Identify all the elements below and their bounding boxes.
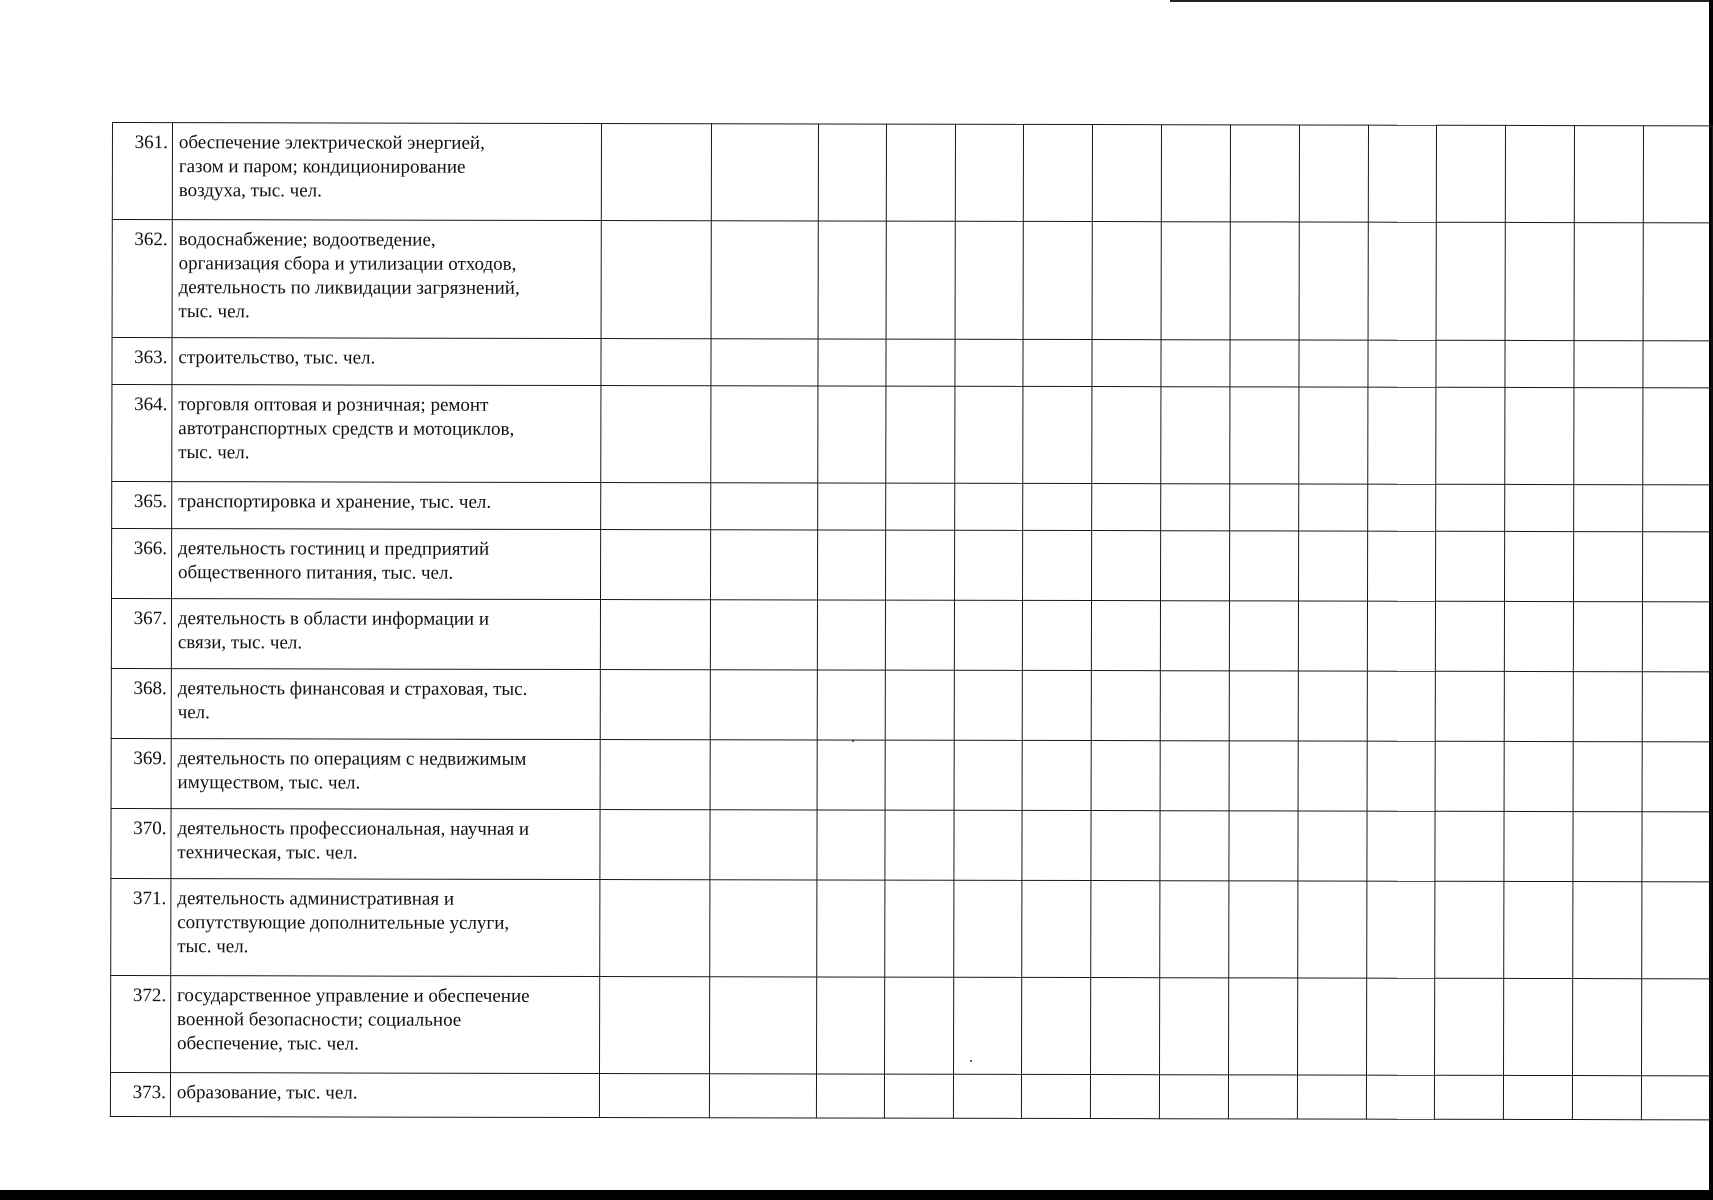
empty-value-cell <box>1299 340 1368 387</box>
empty-value-cell <box>885 600 954 670</box>
empty-value-cell <box>1092 340 1161 387</box>
empty-value-cell <box>1299 222 1368 340</box>
empty-value-cell <box>601 600 711 670</box>
empty-value-cell <box>1574 532 1643 602</box>
empty-value-cell <box>886 339 955 386</box>
empty-value-cell <box>600 740 710 810</box>
empty-value-cell <box>1505 222 1574 340</box>
empty-value-cell <box>1161 484 1230 531</box>
empty-value-cell <box>601 530 711 600</box>
empty-value-cell <box>1436 601 1505 671</box>
empty-value-cell <box>886 221 955 339</box>
scan-speck <box>852 740 854 742</box>
empty-value-cell <box>1505 387 1574 484</box>
empty-value-cell <box>1643 126 1712 223</box>
empty-value-cell <box>1161 340 1230 387</box>
empty-value-cell <box>600 880 710 977</box>
empty-value-cell <box>1161 222 1230 340</box>
empty-value-cell <box>1574 223 1643 341</box>
empty-value-cell <box>710 740 817 810</box>
empty-value-cell <box>1160 601 1229 671</box>
table-row <box>112 220 1712 341</box>
empty-value-cell <box>1092 484 1161 531</box>
empty-value-cell <box>711 124 818 221</box>
empty-value-cell <box>1436 387 1505 484</box>
empty-value-cell <box>1573 882 1642 979</box>
empty-value-cell <box>1091 1075 1160 1119</box>
empty-value-cell <box>1574 126 1643 223</box>
empty-value-cell <box>1023 339 1092 386</box>
empty-value-cell <box>885 740 954 810</box>
row-label: транспортировка и хранение, тыс. чел. <box>172 482 602 530</box>
empty-value-cell <box>886 124 955 221</box>
empty-value-cell <box>1436 671 1505 741</box>
table-row <box>112 338 1712 388</box>
empty-value-cell <box>1367 671 1436 741</box>
empty-value-cell <box>1574 341 1643 388</box>
empty-value-cell <box>1368 222 1437 340</box>
empty-value-cell <box>601 670 711 740</box>
empty-value-cell <box>1437 222 1506 340</box>
empty-value-cell <box>1643 341 1712 388</box>
empty-value-cell <box>1642 979 1711 1076</box>
empty-value-cell <box>1023 483 1092 530</box>
empty-value-cell <box>955 221 1024 339</box>
empty-value-cell <box>600 810 710 880</box>
table-row <box>112 529 1712 602</box>
empty-value-cell <box>1573 1076 1642 1120</box>
row-number: 367. <box>111 599 171 669</box>
empty-value-cell <box>1368 125 1437 222</box>
empty-value-cell <box>1366 1075 1435 1119</box>
empty-value-cell <box>954 600 1023 670</box>
empty-value-cell <box>1367 741 1436 811</box>
row-number: 366. <box>112 529 172 599</box>
empty-value-cell <box>1229 741 1298 811</box>
empty-value-cell <box>1368 340 1437 387</box>
table-row <box>111 599 1711 672</box>
empty-value-cell <box>1022 1074 1091 1118</box>
empty-value-cell <box>1022 740 1091 810</box>
empty-value-cell <box>1023 600 1092 670</box>
empty-value-cell <box>601 339 711 386</box>
row-number: 364. <box>112 385 172 482</box>
empty-value-cell <box>885 810 954 880</box>
row-label: торговля оптовая и розничная; ремонт автотранспортных средств и мотоциклов, тыс. чел. <box>172 385 602 483</box>
empty-value-cell <box>1435 1075 1504 1119</box>
empty-value-cell <box>1229 881 1298 978</box>
empty-value-cell <box>953 1074 1022 1118</box>
empty-value-cell <box>1367 811 1436 881</box>
empty-value-cell <box>818 124 886 221</box>
empty-value-cell <box>1160 978 1229 1075</box>
empty-value-cell <box>1366 881 1435 978</box>
empty-value-cell <box>1506 125 1575 222</box>
empty-value-cell <box>1504 1075 1573 1119</box>
empty-value-cell <box>1504 978 1573 1075</box>
empty-value-cell <box>1435 881 1504 978</box>
empty-value-cell <box>1642 812 1711 882</box>
empty-value-cell <box>1574 602 1643 672</box>
empty-value-cell <box>1435 811 1504 881</box>
empty-value-cell <box>1299 387 1368 484</box>
empty-value-cell <box>601 221 711 339</box>
scan-bottom-edge <box>0 1190 1713 1200</box>
empty-value-cell <box>816 1074 884 1118</box>
empty-value-cell <box>818 386 886 483</box>
table-row <box>110 1072 1710 1119</box>
empty-value-cell <box>1298 601 1367 671</box>
empty-value-cell <box>1642 602 1711 672</box>
empty-value-cell <box>1504 741 1573 811</box>
empty-value-cell <box>954 483 1023 530</box>
empty-value-cell <box>1298 881 1367 978</box>
empty-value-cell <box>885 483 954 530</box>
empty-value-cell <box>1298 811 1367 881</box>
empty-value-cell <box>711 483 818 530</box>
empty-value-cell <box>1367 387 1436 484</box>
row-number: 373. <box>110 1072 170 1116</box>
row-label: водоснабжение; водоотведение, организация сбора и утилизации отходов, деятельность по ликвидации загрязнений, тыс. чел. <box>172 220 602 339</box>
table-row <box>112 385 1712 485</box>
empty-value-cell <box>1505 340 1574 387</box>
empty-value-cell <box>1505 531 1574 601</box>
empty-value-cell <box>1505 484 1574 531</box>
empty-value-cell <box>817 740 885 810</box>
empty-value-cell <box>1023 530 1092 600</box>
empty-value-cell <box>816 977 884 1074</box>
empty-value-cell <box>1366 978 1435 1075</box>
empty-value-cell <box>1160 1075 1229 1119</box>
empty-value-cell <box>817 810 885 880</box>
table-row <box>111 975 1711 1075</box>
row-label: деятельность в области информации и связи, тыс. чел. <box>171 599 601 670</box>
row-number: 363. <box>112 338 172 385</box>
empty-value-cell <box>1298 531 1367 601</box>
empty-value-cell <box>955 124 1024 221</box>
empty-value-cell <box>1298 671 1367 741</box>
empty-value-cell <box>710 670 817 740</box>
empty-value-cell <box>1023 221 1092 339</box>
empty-value-cell <box>817 530 885 600</box>
empty-value-cell <box>1022 977 1091 1074</box>
table-row <box>111 808 1711 881</box>
empty-value-cell <box>884 977 953 1074</box>
row-number: 368. <box>111 668 171 738</box>
indicator-table <box>110 122 1713 1120</box>
empty-value-cell <box>1437 125 1506 222</box>
empty-value-cell <box>1092 531 1161 601</box>
empty-value-cell <box>953 977 1022 1074</box>
empty-value-cell <box>1642 742 1711 812</box>
empty-value-cell <box>1642 882 1711 979</box>
empty-value-cell <box>1229 671 1298 741</box>
empty-value-cell <box>1436 741 1505 811</box>
empty-value-cell <box>601 386 711 483</box>
empty-value-cell <box>1299 125 1368 222</box>
empty-value-cell <box>954 670 1023 740</box>
row-label: деятельность профессиональная, научная и техническая, тыс. чел. <box>171 809 601 880</box>
empty-value-cell <box>1573 742 1642 812</box>
empty-value-cell <box>1230 484 1299 531</box>
empty-value-cell <box>1161 531 1230 601</box>
table-row <box>111 668 1711 741</box>
table-row <box>111 878 1711 978</box>
table-row <box>112 123 1712 223</box>
empty-value-cell <box>1367 484 1436 531</box>
empty-value-cell <box>1643 485 1712 532</box>
empty-value-cell <box>1091 671 1160 741</box>
empty-value-cell <box>1297 1075 1366 1119</box>
empty-value-cell <box>1161 125 1230 222</box>
empty-value-cell <box>600 977 710 1074</box>
empty-value-cell <box>1229 811 1298 881</box>
empty-value-cell <box>1091 741 1160 811</box>
empty-value-cell <box>1228 978 1297 1075</box>
empty-value-cell <box>1230 387 1299 484</box>
row-number: 365. <box>112 482 172 529</box>
empty-value-cell <box>1435 978 1504 1075</box>
empty-value-cell <box>1230 125 1299 222</box>
empty-value-cell <box>1573 812 1642 882</box>
empty-value-cell <box>710 600 817 670</box>
empty-value-cell <box>885 386 954 483</box>
row-label: деятельность финансовая и страховая, тыс. чел. <box>171 669 601 740</box>
empty-value-cell <box>1230 222 1299 340</box>
table-row <box>111 738 1711 811</box>
empty-value-cell <box>955 339 1024 386</box>
empty-value-cell <box>600 1074 710 1118</box>
empty-value-cell <box>1643 223 1712 341</box>
empty-value-cell <box>1574 388 1643 485</box>
empty-value-cell <box>1228 1075 1297 1119</box>
empty-value-cell <box>1022 880 1091 977</box>
row-number: 371. <box>111 878 171 975</box>
empty-value-cell <box>710 977 817 1074</box>
empty-value-cell <box>1091 881 1160 978</box>
empty-value-cell <box>954 386 1023 483</box>
empty-value-cell <box>710 880 817 977</box>
empty-value-cell <box>1573 672 1642 742</box>
empty-value-cell <box>1298 741 1367 811</box>
empty-value-cell <box>1229 531 1298 601</box>
empty-value-cell <box>817 670 885 740</box>
empty-value-cell <box>817 880 885 977</box>
empty-value-cell <box>1436 340 1505 387</box>
empty-value-cell <box>1436 484 1505 531</box>
row-label: обеспечение электрической энергией, газом и паром; кондиционирование воздуха, тыс. чел. <box>172 123 602 221</box>
row-label: деятельность по операциям с недвижимым имуществом, тыс. чел. <box>171 739 601 810</box>
empty-value-cell <box>1160 881 1229 978</box>
empty-value-cell <box>1161 387 1230 484</box>
empty-value-cell <box>1641 1076 1710 1120</box>
empty-value-cell <box>1642 672 1711 742</box>
empty-value-cell <box>885 670 954 740</box>
empty-value-cell <box>884 880 953 977</box>
empty-value-cell <box>1160 741 1229 811</box>
empty-value-cell <box>1574 485 1643 532</box>
row-label: деятельность административная и сопутствующие дополнительные услуги, тыс. чел. <box>171 879 601 977</box>
empty-value-cell <box>1298 484 1367 531</box>
empty-value-cell <box>1504 881 1573 978</box>
empty-value-cell <box>954 530 1023 600</box>
row-number: 361. <box>112 123 172 220</box>
empty-value-cell <box>1091 978 1160 1075</box>
empty-value-cell <box>711 530 818 600</box>
empty-value-cell <box>1504 811 1573 881</box>
empty-value-cell <box>1367 531 1436 601</box>
table-body <box>110 123 1712 1120</box>
empty-value-cell <box>711 221 818 339</box>
empty-value-cell <box>953 810 1022 880</box>
row-number: 372. <box>111 975 171 1072</box>
empty-value-cell <box>885 530 954 600</box>
empty-value-cell <box>1092 387 1161 484</box>
row-label: государственное управление и обеспечение военной безопасности; социальное обеспечение, тыс. чел. <box>170 976 600 1074</box>
empty-value-cell <box>1023 386 1092 483</box>
row-label: образование, тыс. чел. <box>170 1073 600 1118</box>
empty-value-cell <box>601 483 711 530</box>
empty-value-cell <box>1643 532 1712 602</box>
row-number: 369. <box>111 738 171 808</box>
row-number: 362. <box>112 220 172 338</box>
empty-value-cell <box>1436 531 1505 601</box>
empty-value-cell <box>1160 671 1229 741</box>
empty-value-cell <box>818 339 886 386</box>
empty-value-cell <box>602 124 712 221</box>
empty-value-cell <box>1024 124 1093 221</box>
empty-value-cell <box>1297 978 1366 1075</box>
empty-value-cell <box>1092 222 1161 340</box>
empty-value-cell <box>710 1074 817 1118</box>
row-number: 370. <box>111 808 171 878</box>
empty-value-cell <box>818 483 886 530</box>
empty-value-cell <box>710 810 817 880</box>
empty-value-cell <box>1573 979 1642 1076</box>
empty-value-cell <box>1093 125 1162 222</box>
scan-speck <box>970 1060 972 1062</box>
empty-value-cell <box>1367 601 1436 671</box>
empty-value-cell <box>1160 811 1229 881</box>
empty-value-cell <box>1092 601 1161 671</box>
empty-value-cell <box>711 339 818 386</box>
empty-value-cell <box>818 221 886 339</box>
table-row <box>112 482 1712 532</box>
empty-value-cell <box>1023 670 1092 740</box>
empty-value-cell <box>817 600 885 670</box>
empty-value-cell <box>1643 388 1712 485</box>
empty-value-cell <box>711 386 818 483</box>
row-label: деятельность гостиниц и предприятий общественного питания, тыс. чел. <box>171 529 601 600</box>
empty-value-cell <box>1505 601 1574 671</box>
empty-value-cell <box>1022 810 1091 880</box>
empty-value-cell <box>884 1074 953 1118</box>
empty-value-cell <box>1091 811 1160 881</box>
empty-value-cell <box>953 880 1022 977</box>
empty-value-cell <box>1229 601 1298 671</box>
empty-value-cell <box>1230 340 1299 387</box>
empty-value-cell <box>1505 671 1574 741</box>
scan-top-edge-line <box>1170 0 1713 2</box>
empty-value-cell <box>954 740 1023 810</box>
row-label: строительство, тыс. чел. <box>172 338 602 386</box>
